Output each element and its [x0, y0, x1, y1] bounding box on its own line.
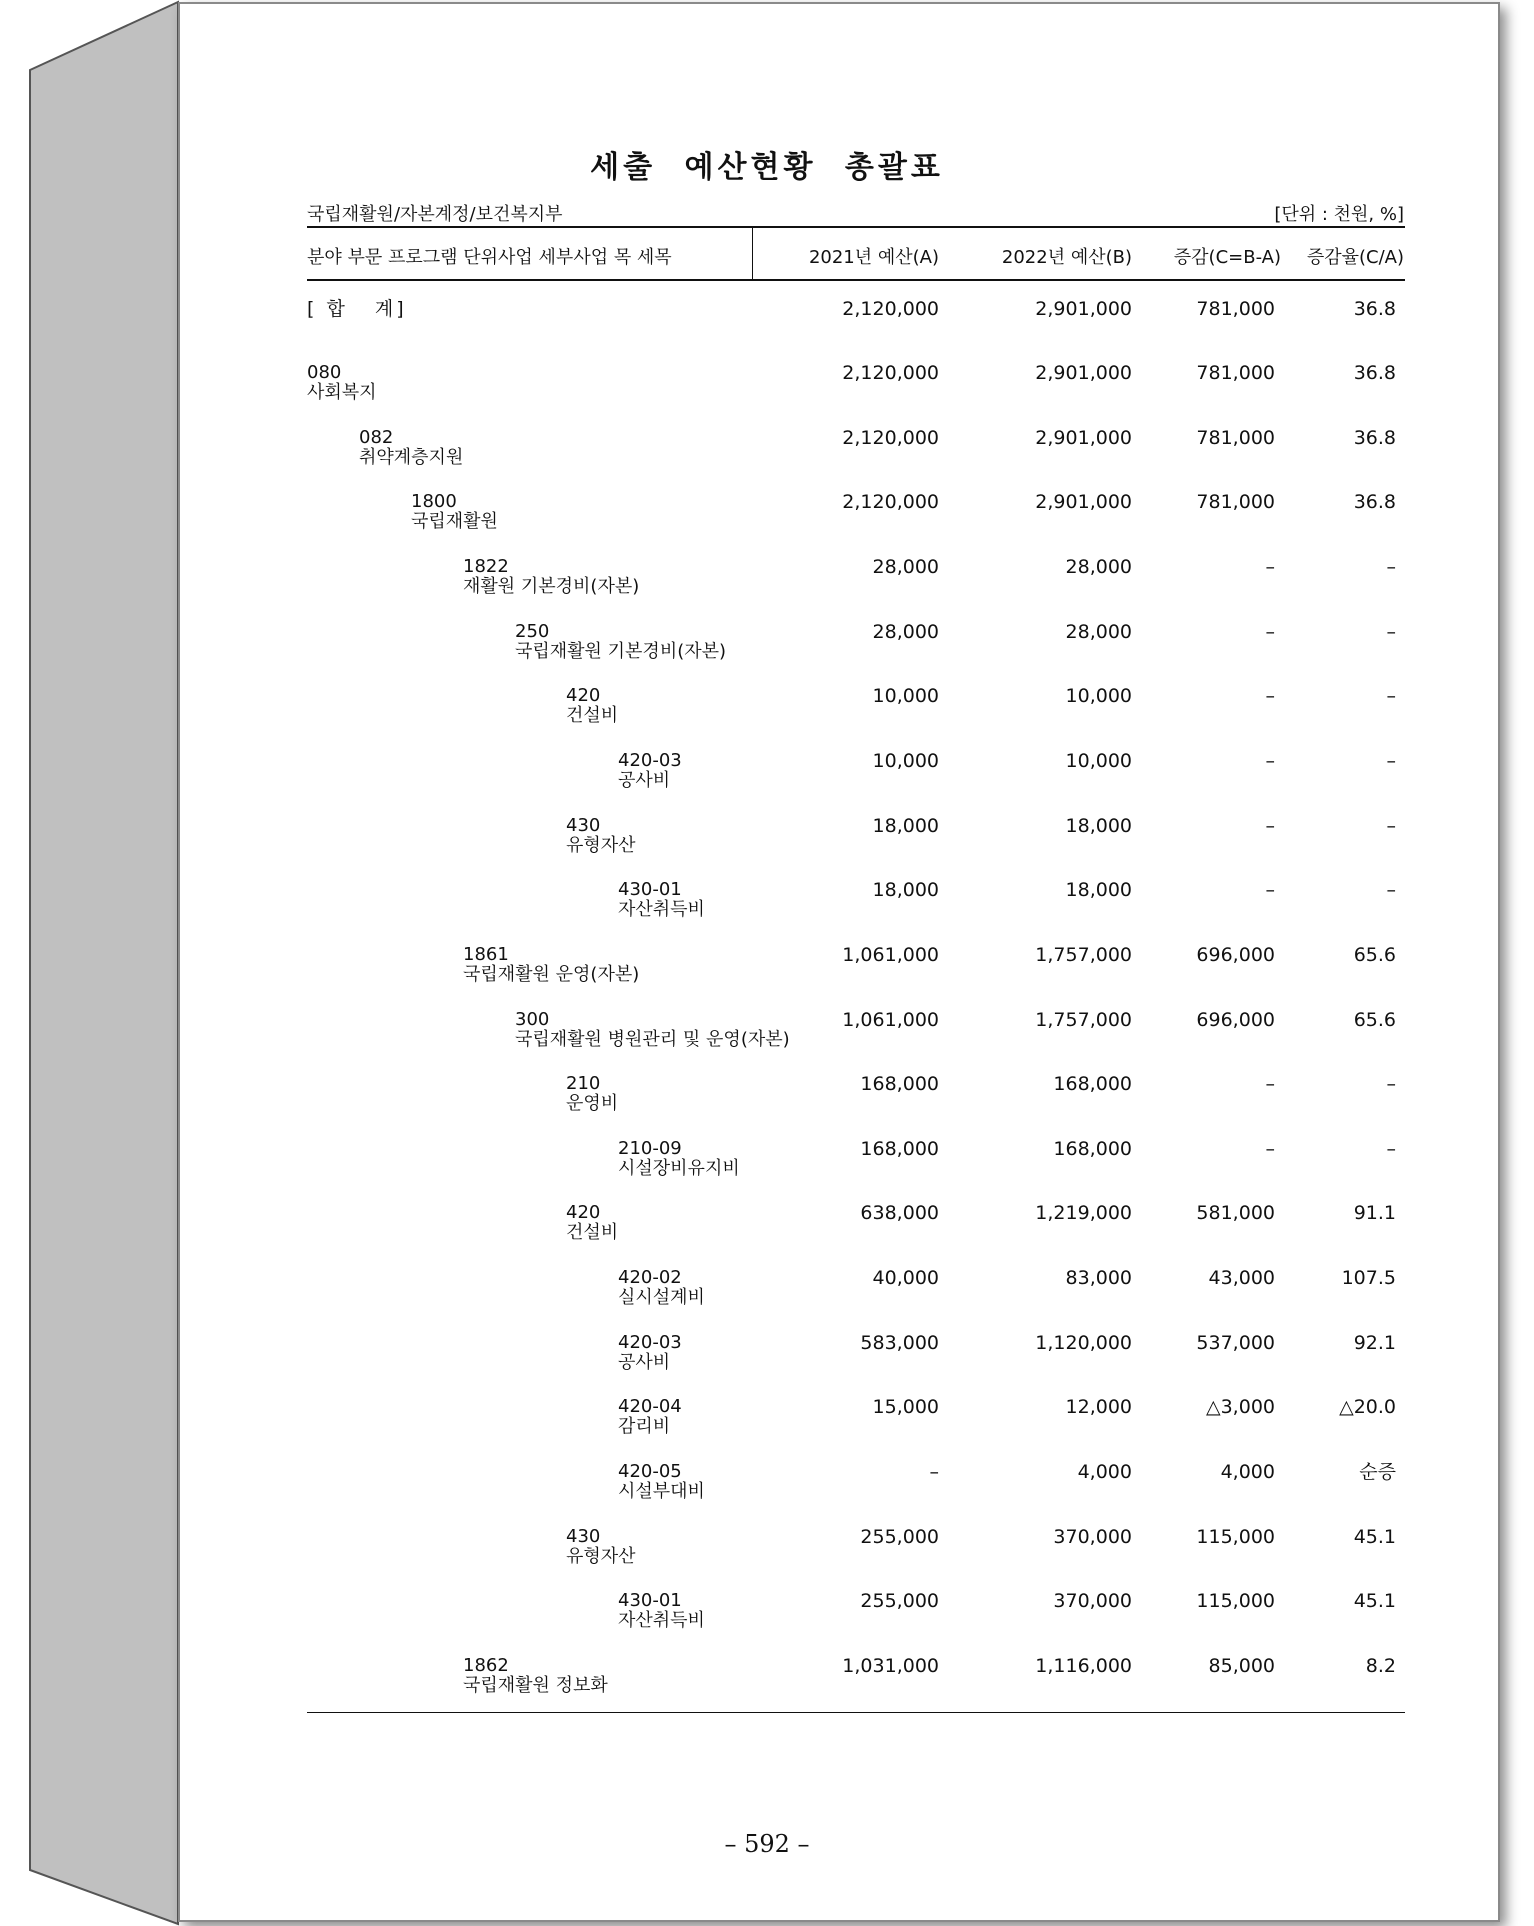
row-code: 430-01: [618, 879, 682, 901]
header-change: 증감(C=B-A): [1173, 247, 1281, 268]
table-row: [0, 1591, 1534, 1655]
row-code: 430-01: [618, 1590, 682, 1612]
row-rate: 45.1: [1353, 1525, 1396, 1548]
row-budget-2021: 2,120,000: [842, 426, 939, 449]
row-name: 운영비: [566, 1093, 619, 1115]
row-name: 시설장비유지비: [618, 1157, 740, 1179]
row-change: –: [1265, 879, 1275, 902]
table-row: [0, 1010, 1534, 1074]
row-code: 430: [566, 814, 601, 836]
row-change: 781,000: [1196, 426, 1275, 449]
row-name: 자산취득비: [618, 1610, 705, 1632]
row-name: 국립재활원: [411, 511, 498, 533]
row-budget-2021: 28,000: [872, 620, 939, 643]
row-rate: 92.1: [1353, 1331, 1396, 1354]
row-change: 696,000: [1196, 1008, 1275, 1031]
table-row: [0, 880, 1534, 944]
row-name: 재활원 기본경비(자본): [463, 575, 640, 597]
row-name: 시설부대비: [618, 1481, 705, 1503]
table-row: [0, 816, 1534, 880]
row-code: 210-09: [618, 1137, 682, 1159]
row-budget-2021: 18,000: [872, 814, 939, 837]
row-budget-2021: 2,120,000: [842, 362, 939, 384]
row-budget-2021: –: [929, 1461, 939, 1484]
row-budget-2022: 2,901,000: [1035, 426, 1132, 449]
row-budget-2021: 638,000: [860, 1202, 939, 1225]
row-budget-2021: 10,000: [872, 685, 939, 708]
row-budget-2022: 2,901,000: [1035, 491, 1132, 514]
row-rate: –: [1386, 814, 1396, 837]
row-change: –: [1265, 814, 1275, 837]
table-row: [0, 428, 1534, 492]
header-budget-2022: 2022년 예산(B): [1001, 247, 1132, 268]
row-name: 유형자산: [566, 834, 636, 856]
page-number: – 592 –: [724, 1830, 810, 1858]
row-rate: 65.6: [1353, 1008, 1396, 1031]
row-rate: 36.8: [1353, 426, 1396, 449]
row-code: 1861: [463, 943, 509, 965]
total-budget-2022: 2,901,000: [1035, 298, 1132, 320]
table-row: [0, 1333, 1534, 1397]
row-code: 420-03: [618, 1331, 682, 1353]
table-row: [0, 363, 1534, 427]
row-change: 115,000: [1196, 1590, 1275, 1613]
row-rate: –: [1386, 685, 1396, 708]
unit-label: [단위 : 천원, %]: [1274, 204, 1404, 225]
total-rate: 36.8: [1353, 298, 1396, 320]
row-name: 공사비: [618, 769, 671, 791]
row-budget-2022: 28,000: [1065, 555, 1132, 578]
row-name: 감리비: [618, 1416, 671, 1438]
row-change: 537,000: [1196, 1331, 1275, 1354]
row-budget-2022: 2,901,000: [1035, 362, 1132, 384]
row-budget-2022: 18,000: [1065, 814, 1132, 837]
row-rate: 8.2: [1365, 1655, 1396, 1677]
row-rate: 107.5: [1341, 1267, 1396, 1290]
row-rate: –: [1386, 749, 1396, 772]
row-change: 581,000: [1196, 1202, 1275, 1225]
table-row: [0, 945, 1534, 1009]
row-budget-2022: 10,000: [1065, 749, 1132, 772]
row-change: 781,000: [1196, 491, 1275, 514]
row-budget-2021: 2,120,000: [842, 491, 939, 514]
row-name: 자산취득비: [618, 899, 705, 921]
row-budget-2021: 168,000: [860, 1073, 939, 1096]
row-name: 건설비: [566, 1222, 619, 1244]
table-row: [0, 1139, 1534, 1203]
row-budget-2022: 18,000: [1065, 879, 1132, 902]
row-budget-2022: 168,000: [1053, 1137, 1132, 1160]
row-budget-2021: 10,000: [872, 749, 939, 772]
row-budget-2022: 4,000: [1077, 1461, 1132, 1484]
header-top-rule: [307, 226, 1405, 228]
row-budget-2022: 168,000: [1053, 1073, 1132, 1096]
row-change: 4,000: [1220, 1461, 1275, 1484]
row-rate: 36.8: [1353, 491, 1396, 514]
table-row: [0, 622, 1534, 686]
row-budget-2022: 1,116,000: [1035, 1655, 1132, 1677]
row-rate: 91.1: [1353, 1202, 1396, 1225]
row-budget-2021: 168,000: [860, 1137, 939, 1160]
row-rate: △20.0: [1339, 1396, 1396, 1419]
table-row: [0, 751, 1534, 815]
row-rate: –: [1386, 555, 1396, 578]
row-code: 420: [566, 685, 601, 707]
table-row: [0, 1397, 1534, 1461]
table-row: [0, 1527, 1534, 1591]
row-rate: –: [1386, 1137, 1396, 1160]
table-bottom-rule: [307, 1712, 1405, 1713]
row-code: 300: [515, 1008, 550, 1030]
row-budget-2022: 10,000: [1065, 685, 1132, 708]
row-budget-2022: 83,000: [1065, 1267, 1132, 1290]
row-change: –: [1265, 555, 1275, 578]
row-budget-2022: 370,000: [1053, 1590, 1132, 1613]
row-change: –: [1265, 620, 1275, 643]
row-change: 781,000: [1196, 362, 1275, 384]
row-rate: 45.1: [1353, 1590, 1396, 1613]
header-category: 분야 부문 프로그램 단위사업 세부사업 목 세목: [307, 247, 672, 268]
row-budget-2022: 1,219,000: [1035, 1202, 1132, 1225]
row-change: 85,000: [1208, 1655, 1275, 1677]
row-budget-2021: 255,000: [860, 1590, 939, 1613]
header-bottom-rule: [307, 279, 1405, 281]
header-budget-2021: 2021년 예산(A): [808, 247, 939, 268]
row-rate: –: [1386, 1073, 1396, 1096]
row-rate: 65.6: [1353, 943, 1396, 966]
row-code: 420-02: [618, 1267, 682, 1289]
row-code: 1862: [463, 1655, 509, 1676]
row-budget-2022: 1,757,000: [1035, 1008, 1132, 1031]
table-row: [0, 557, 1534, 621]
row-rate: 36.8: [1353, 362, 1396, 384]
page-title: 세출 예산현황 총괄표: [590, 150, 944, 185]
table-row: [0, 492, 1534, 556]
row-code: 1800: [411, 491, 457, 513]
row-code: 080: [307, 362, 342, 383]
row-budget-2022: 12,000: [1065, 1396, 1132, 1419]
table-row: [0, 686, 1534, 750]
organization-label: 국립재활원/자본계정/보건복지부: [307, 204, 563, 225]
row-name: 공사비: [618, 1351, 671, 1373]
row-budget-2021: 15,000: [872, 1396, 939, 1419]
row-code: 210: [566, 1073, 601, 1095]
row-code: 430: [566, 1525, 601, 1547]
row-change: 115,000: [1196, 1525, 1275, 1548]
row-code: 420-03: [618, 749, 682, 771]
row-budget-2022: 28,000: [1065, 620, 1132, 643]
row-change: –: [1265, 1137, 1275, 1160]
row-code: 250: [515, 620, 550, 642]
row-change: 696,000: [1196, 943, 1275, 966]
row-name: 국립재활원 운영(자본): [463, 963, 640, 985]
total-change: 781,000: [1196, 298, 1275, 320]
row-budget-2021: 28,000: [872, 555, 939, 578]
table-row: [0, 1203, 1534, 1267]
row-budget-2021: 1,061,000: [842, 943, 939, 966]
row-code: 1822: [463, 555, 509, 577]
row-name: 취약계층지원: [359, 446, 464, 468]
row-budget-2021: 1,031,000: [842, 1655, 939, 1677]
total-budget-2021: 2,120,000: [842, 298, 939, 320]
row-name: 유형자산: [566, 1545, 636, 1567]
row-name: 실시설계비: [618, 1287, 705, 1309]
row-budget-2021: 255,000: [860, 1525, 939, 1548]
row-budget-2021: 583,000: [860, 1331, 939, 1354]
row-code: 420-05: [618, 1461, 682, 1483]
row-change: △3,000: [1205, 1396, 1275, 1419]
row-code: 082: [359, 426, 394, 448]
table-row: [0, 1268, 1534, 1332]
row-code: 420-04: [618, 1396, 682, 1418]
row-change: –: [1265, 685, 1275, 708]
row-name: 국립재활원 정보화: [463, 1675, 608, 1696]
row-change: –: [1265, 1073, 1275, 1096]
total-row: [0, 299, 1534, 363]
row-rate: 순증: [1359, 1461, 1396, 1484]
row-budget-2022: 370,000: [1053, 1525, 1132, 1548]
table-row: [0, 1462, 1534, 1526]
row-code: 420: [566, 1202, 601, 1224]
row-budget-2021: 1,061,000: [842, 1008, 939, 1031]
row-budget-2022: 1,120,000: [1035, 1331, 1132, 1354]
header-rate: 증감율(C/A): [1306, 247, 1404, 268]
row-budget-2021: 40,000: [872, 1267, 939, 1290]
total-label: [ 합 계]: [307, 298, 407, 320]
table-row: [0, 1656, 1534, 1720]
row-change: –: [1265, 749, 1275, 772]
row-name: 국립재활원 기본경비(자본): [515, 640, 727, 662]
row-name: 국립재활원 병원관리 및 운영(자본): [515, 1028, 790, 1050]
header-divider: [752, 228, 753, 280]
table-row: [0, 1074, 1534, 1138]
row-budget-2022: 1,757,000: [1035, 943, 1132, 966]
row-rate: –: [1386, 879, 1396, 902]
row-change: 43,000: [1208, 1267, 1275, 1290]
row-rate: –: [1386, 620, 1396, 643]
row-name: 사회복지: [307, 382, 377, 403]
row-name: 건설비: [566, 705, 619, 727]
row-budget-2021: 18,000: [872, 879, 939, 902]
